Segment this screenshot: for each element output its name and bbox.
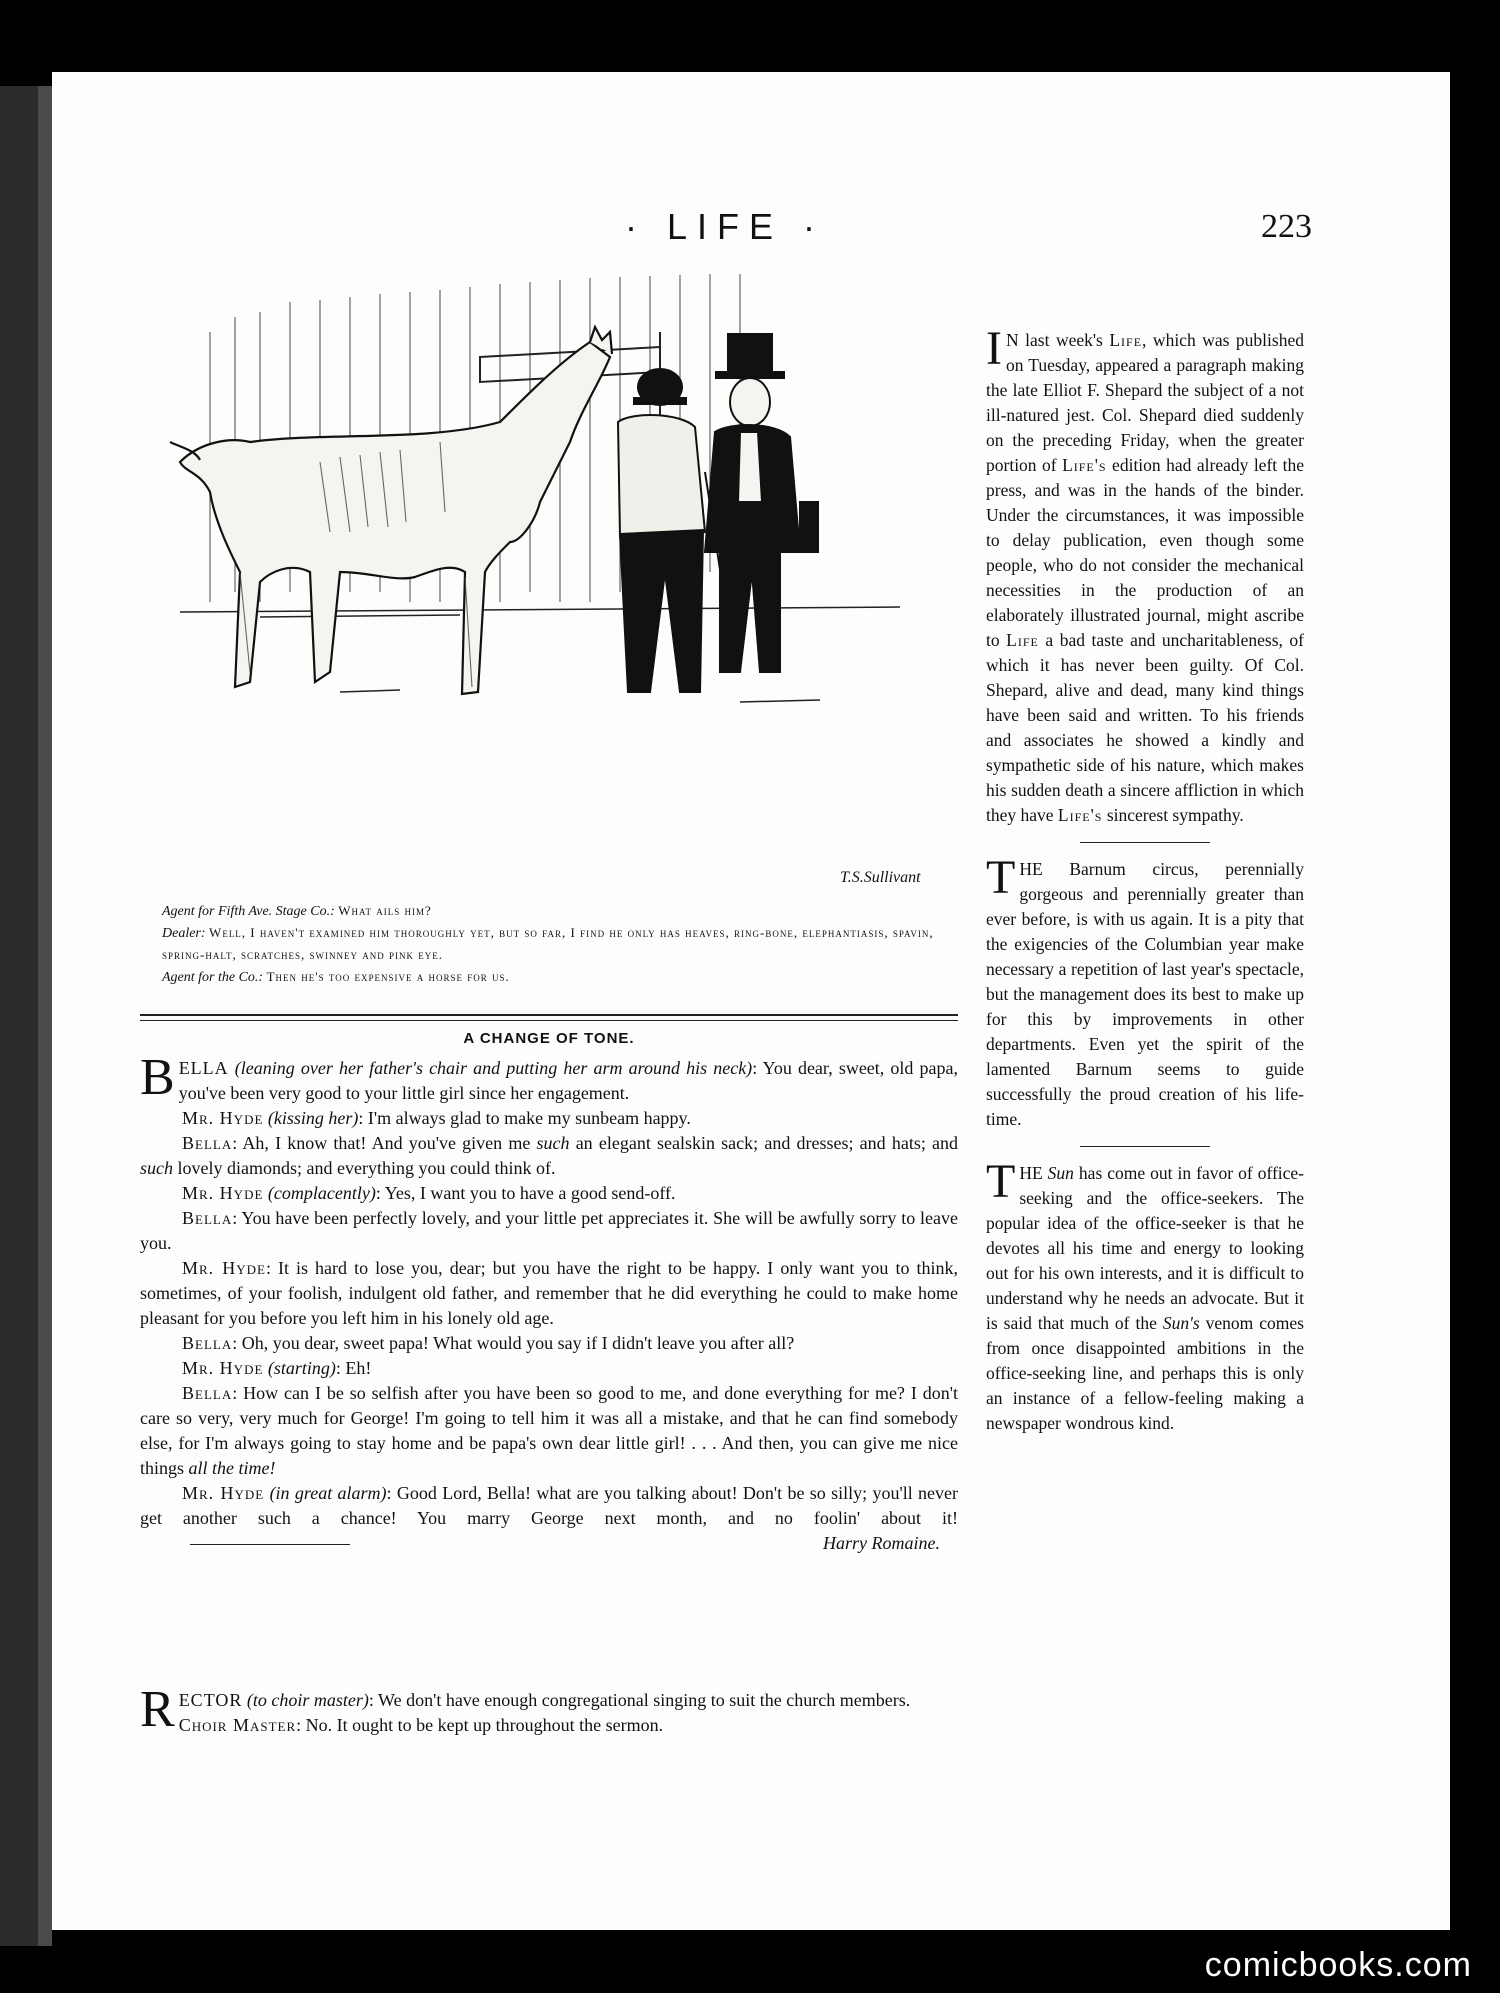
section-divider-thin — [140, 1020, 958, 1021]
rector-joke — [140, 1681, 958, 1738]
caption-speaker-2: Dealer: — [162, 926, 206, 941]
masthead: · LIFE · — [624, 206, 825, 247]
drop-cap: T — [986, 1155, 1016, 1208]
editorial-item-barnum: THE Barnum circus, perennially gorgeous and perennially greater than ever before, is with us again. It is a pity that the exigencies of the Columbian year make necessary a repetition of last year's spectacle, but the management does its best to make up for this by improvements in other departments. Even yet the spirit of the lamented Barnum seems to guide successfully the proud creation of his life-time. — [986, 851, 1304, 1129]
drop-cap: T — [986, 851, 1016, 904]
story-paragraph: Mr. Hyde (in great alarm): Good Lord, Bella! what are you talking about! Don't be so silly; you'll never get another such a chance! You marry George next month, and no foolin' about it! Harry Romaine. — [140, 1481, 958, 1556]
story-body — [140, 1049, 959, 1556]
story-author: Harry Romaine. — [823, 1533, 940, 1553]
story-paragraph: Mr. Hyde: It is hard to lose you, dear; but you have the right to be happy. I only want you to think, sometimes, of your foolish, indulgent old father, and remember that he did everything he could to make home pleasant for you before you left him in his lonely old age. — [140, 1258, 958, 1328]
caption-text-3: Then he's too expensive a horse for us. — [266, 969, 510, 984]
story-paragraph: Mr. Hyde (starting): Eh! — [182, 1358, 372, 1378]
column-divider — [1080, 1146, 1210, 1147]
editorial-column — [986, 322, 1305, 1436]
drop-cap: I — [986, 322, 1002, 375]
agent-figure — [705, 334, 818, 672]
page-number: 223 — [1261, 208, 1312, 245]
caption-speaker-3: Agent for the Co.: — [162, 970, 264, 985]
magazine-page — [52, 72, 1450, 1930]
site-watermark: comicbooks.com — [1204, 1946, 1472, 1984]
cartoon-illustration — [140, 272, 970, 892]
story-paragraph: Bella: You have been perfectly lovely, and your little pet appreciates it. She will be awfully sorry to leave you. — [140, 1208, 958, 1253]
story-paragraph: Bella: Oh, you dear, sweet papa! What would you say if I didn't leave you after all? — [182, 1333, 795, 1353]
caption-text-2: Well, I haven't examined him thoroughly yet, but so far, I find he only has heaves, ring-bone, elephantiasis, spavin, spring-halt, scratches, swinney and pink eye. — [162, 925, 934, 962]
scan-binding-shadow — [38, 86, 52, 1946]
illustration-caption — [162, 900, 962, 988]
story-paragraph: Bella: Ah, I know that! And you've given me such an elegant sealskin sack; and dresses; and hats; and such lovely diamonds; and everything you could think of. — [140, 1133, 958, 1178]
story-end-rule — [190, 1544, 350, 1545]
artist-signature: T.S.Sullivant — [840, 869, 921, 886]
caption-speaker-1: Agent for Fifth Ave. Stage Co.: — [162, 904, 335, 919]
caption-text-1: What ails him? — [338, 903, 432, 918]
section-divider — [140, 1014, 958, 1016]
story-title: A CHANGE OF TONE. — [463, 1030, 635, 1047]
horse — [170, 327, 612, 694]
joke-line-1: RECTOR (to choir master): We don't have enough congregational singing to suit the church members. — [140, 1681, 911, 1738]
drop-cap: R — [140, 1681, 175, 1738]
caption-line-2 — [162, 922, 962, 966]
drop-cap: B — [140, 1049, 175, 1106]
story-paragraph: Bella: How can I be so selfish after you have been so good to me, and done everything for me? I don't care so very, very much for George! I'm going to tell him it was all a mistake, and that he can find somebody else, for I'm always going to stay home and be papa's own dear little girl! . . . And then, you can give me nice things all the time! — [140, 1383, 958, 1478]
story-paragraph: BELLA (leaning over her father's chair and putting her arm around his neck): You dear, sweet, old papa, you've been very good to your little girl since her engagement. — [140, 1049, 959, 1106]
editorial-item-sun: THE Sun has come out in favor of office-seeking and the office-seekers. The popular idea of the office-seeker is that he devotes all his time and energy to looking out for his own interests, and it is difficult to understand why he needs an advocate. But it is said that much of the Sun's venom comes from once disappointed ambitions in the office-seeking line, and perhaps this is only an instance of a fellow-feeling making a newspaper wondrous kind. — [986, 1155, 1305, 1433]
column-divider — [1080, 842, 1210, 843]
caption-line-3 — [162, 966, 962, 988]
caption-line-1 — [162, 900, 962, 922]
ground-line — [180, 607, 900, 702]
story-paragraph: Mr. Hyde (kissing her): I'm always glad to make my sunbeam happy. — [182, 1108, 691, 1128]
story-paragraph: Mr. Hyde (complacently): Yes, I want you to have a good send-off. — [182, 1183, 676, 1203]
editorial-item-shepard: I N last week's Life, which was published on Tuesday, appeared a paragraph making the late Elliot F. Shepard the subject of a not ill-natured jest. Col. Shepard died suddenly on the preceding Friday, when the greater portion of Life's edition had already left the press, and was in the hands of the binder. Under the circumstances, it was impossible to delay publication, even though some people, who do not consider the mechanical necessities in the production of an elaborately illustrated journal, might ascribe to Life a bad taste and uncharitableness, of which it has never been guilty. Of Col. Shepard, alive and dead, many kind things have been said and written. To his friends and associates he showed a kindly and sympathetic side of his nature, which makes his sudden death a sincere affliction in which they have Life's sincerest sympathy. — [986, 322, 1304, 825]
joke-line-2: Choir Master: No. It ought to be kept up throughout the sermon. — [178, 1715, 664, 1735]
